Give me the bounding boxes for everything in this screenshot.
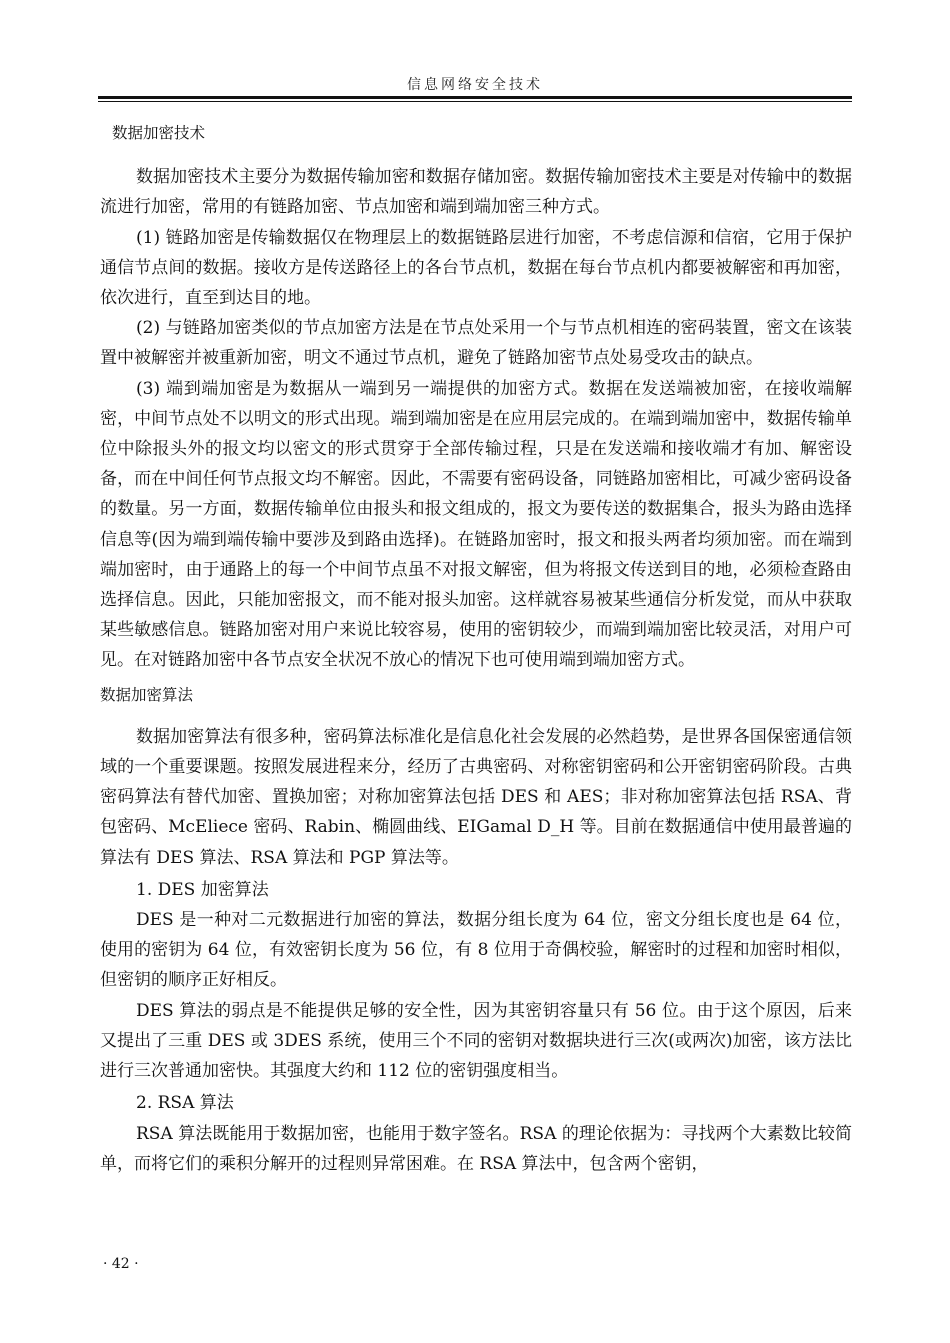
paragraph-encryption-intro: 数据加密技术主要分为数据传输加密和数据存储加密。数据传输加密技术主要是对传输中的数据流进行加密，常用的有链路加密、节点加密和端到端加密三种方式。: [100, 167, 852, 218]
page-number: · 42 ·: [103, 1256, 139, 1272]
subsection-heading-des: 1. DES 加密算法: [136, 879, 269, 900]
page-body: [100, 118, 852, 1179]
paragraph-rsa-1: RSA 算法既能用于数据加密，也能用于数字签名。RSA 的理论依据为：寻找两个大素数比较简单，而将它们的乘积分解开的过程则异常困难。在 RSA 算法中，包含两个密钥，: [100, 1123, 852, 1174]
subsection-heading-rsa: 2. RSA 算法: [136, 1093, 234, 1114]
running-head: 信息网络安全技术: [407, 77, 543, 93]
paragraph-node-encryption: (2) 与链路加密类似的节点加密方法是在节点处采用一个与节点机相连的密码装置，密文在该装置中被解密并被重新加密，明文不通过节点机，避免了链路加密节点处易受攻击的缺点。: [100, 318, 852, 369]
paragraph-des-1: DES 是一种对二元数据进行加密的算法，数据分组长度为 64 位，密文分组长度也是 64 位，使用的密钥为 64 位，有效密钥长度为 56 位，有 8 位用于奇偶校验，解密时的过程和加密时相似，但密钥的顺序正好相反。: [100, 910, 852, 991]
header-rule-thick: [98, 96, 852, 99]
paragraph-link-encryption: (1) 链路加密是传输数据仅在物理层上的数据链路层进行加密，不考虑信源和信宿，它用于保护通信节点间的数据。接收方是传送路径上的各台节点机，数据在每台节点机内都要被解密和再加密，依次进行，直至到达目的地。: [100, 227, 852, 309]
section-title-algorithms: 数据加密算法: [100, 685, 194, 704]
paragraph-des-2: DES 算法的弱点是不能提供足够的安全性，因为其密钥容量只有 56 位。由于这个原因，后来又提出了三重 DES 或 3DES 系统，使用三个不同的密钥对数据块进行三次(或两次)加密，该方法比进行三次普通加密快。其强度大约和 112 位的密钥强度相当。: [100, 1000, 852, 1082]
paragraph-algorithms-intro: 数据加密算法有很多种，密码算法标准化是信息化社会发展的必然趋势，是世界各国保密通信领域的一个重要课题。按照发展进程来分，经历了古典密码、对称密钥密码和公开密钥密码阶段。古典密码算法有替代加密、置换加密；对称加密算法包括 DES 和 AES；非对称加密算法包括 RSA、背包密码、McEliece 密码、Rabin、椭圆曲线、EIGamal D_H 等。目前在数据通信中使用最普遍的算法有 DES 算法、RSA 算法和 PGP 算法等。: [100, 726, 852, 868]
paragraph-end-to-end-encryption: (3) 端到端加密是为数据从一端到另一端提供的加密方式。数据在发送端被加密，在接收端解密，中间节点处不以明文的形式出现。端到端加密是在应用层完成的。在端到端加密中，数据传输单位中除报头外的报文均以密文的形式贯穿于全部传输过程，只是在发送端和接收端才有加、解密设备，而在中间任何节点报文均不解密。因此，不需要有密码设备，同链路加密相比，可减少密码设备的数量。另一方面，数据传输单位由报头和报文组成的，报文为要传送的数据集合，报头为路由选择信息等(因为端到端传输中要涉及到路由选择)。在链路加密时，报文和报头两者均须加密。而在端到端加密时，由于通路上的每一个中间节点虽不对报文解密，但为将报文传送到目的地，必须检查路由选择信息。因此，只能加密报文，而不能对报头加密。这样就容易被某些通信分析发觉，而从中获取某些敏感信息。链路加密对用户来说比较容易，使用的密钥较少，而端到端加密比较灵活，对用户可见。在对链路加密中各节点安全状况不放心的情况下也可使用端到端加密方式。: [100, 378, 852, 671]
section-title-encryption-tech: 数据加密技术: [112, 124, 206, 142]
header-rule-thin: [98, 101, 852, 102]
